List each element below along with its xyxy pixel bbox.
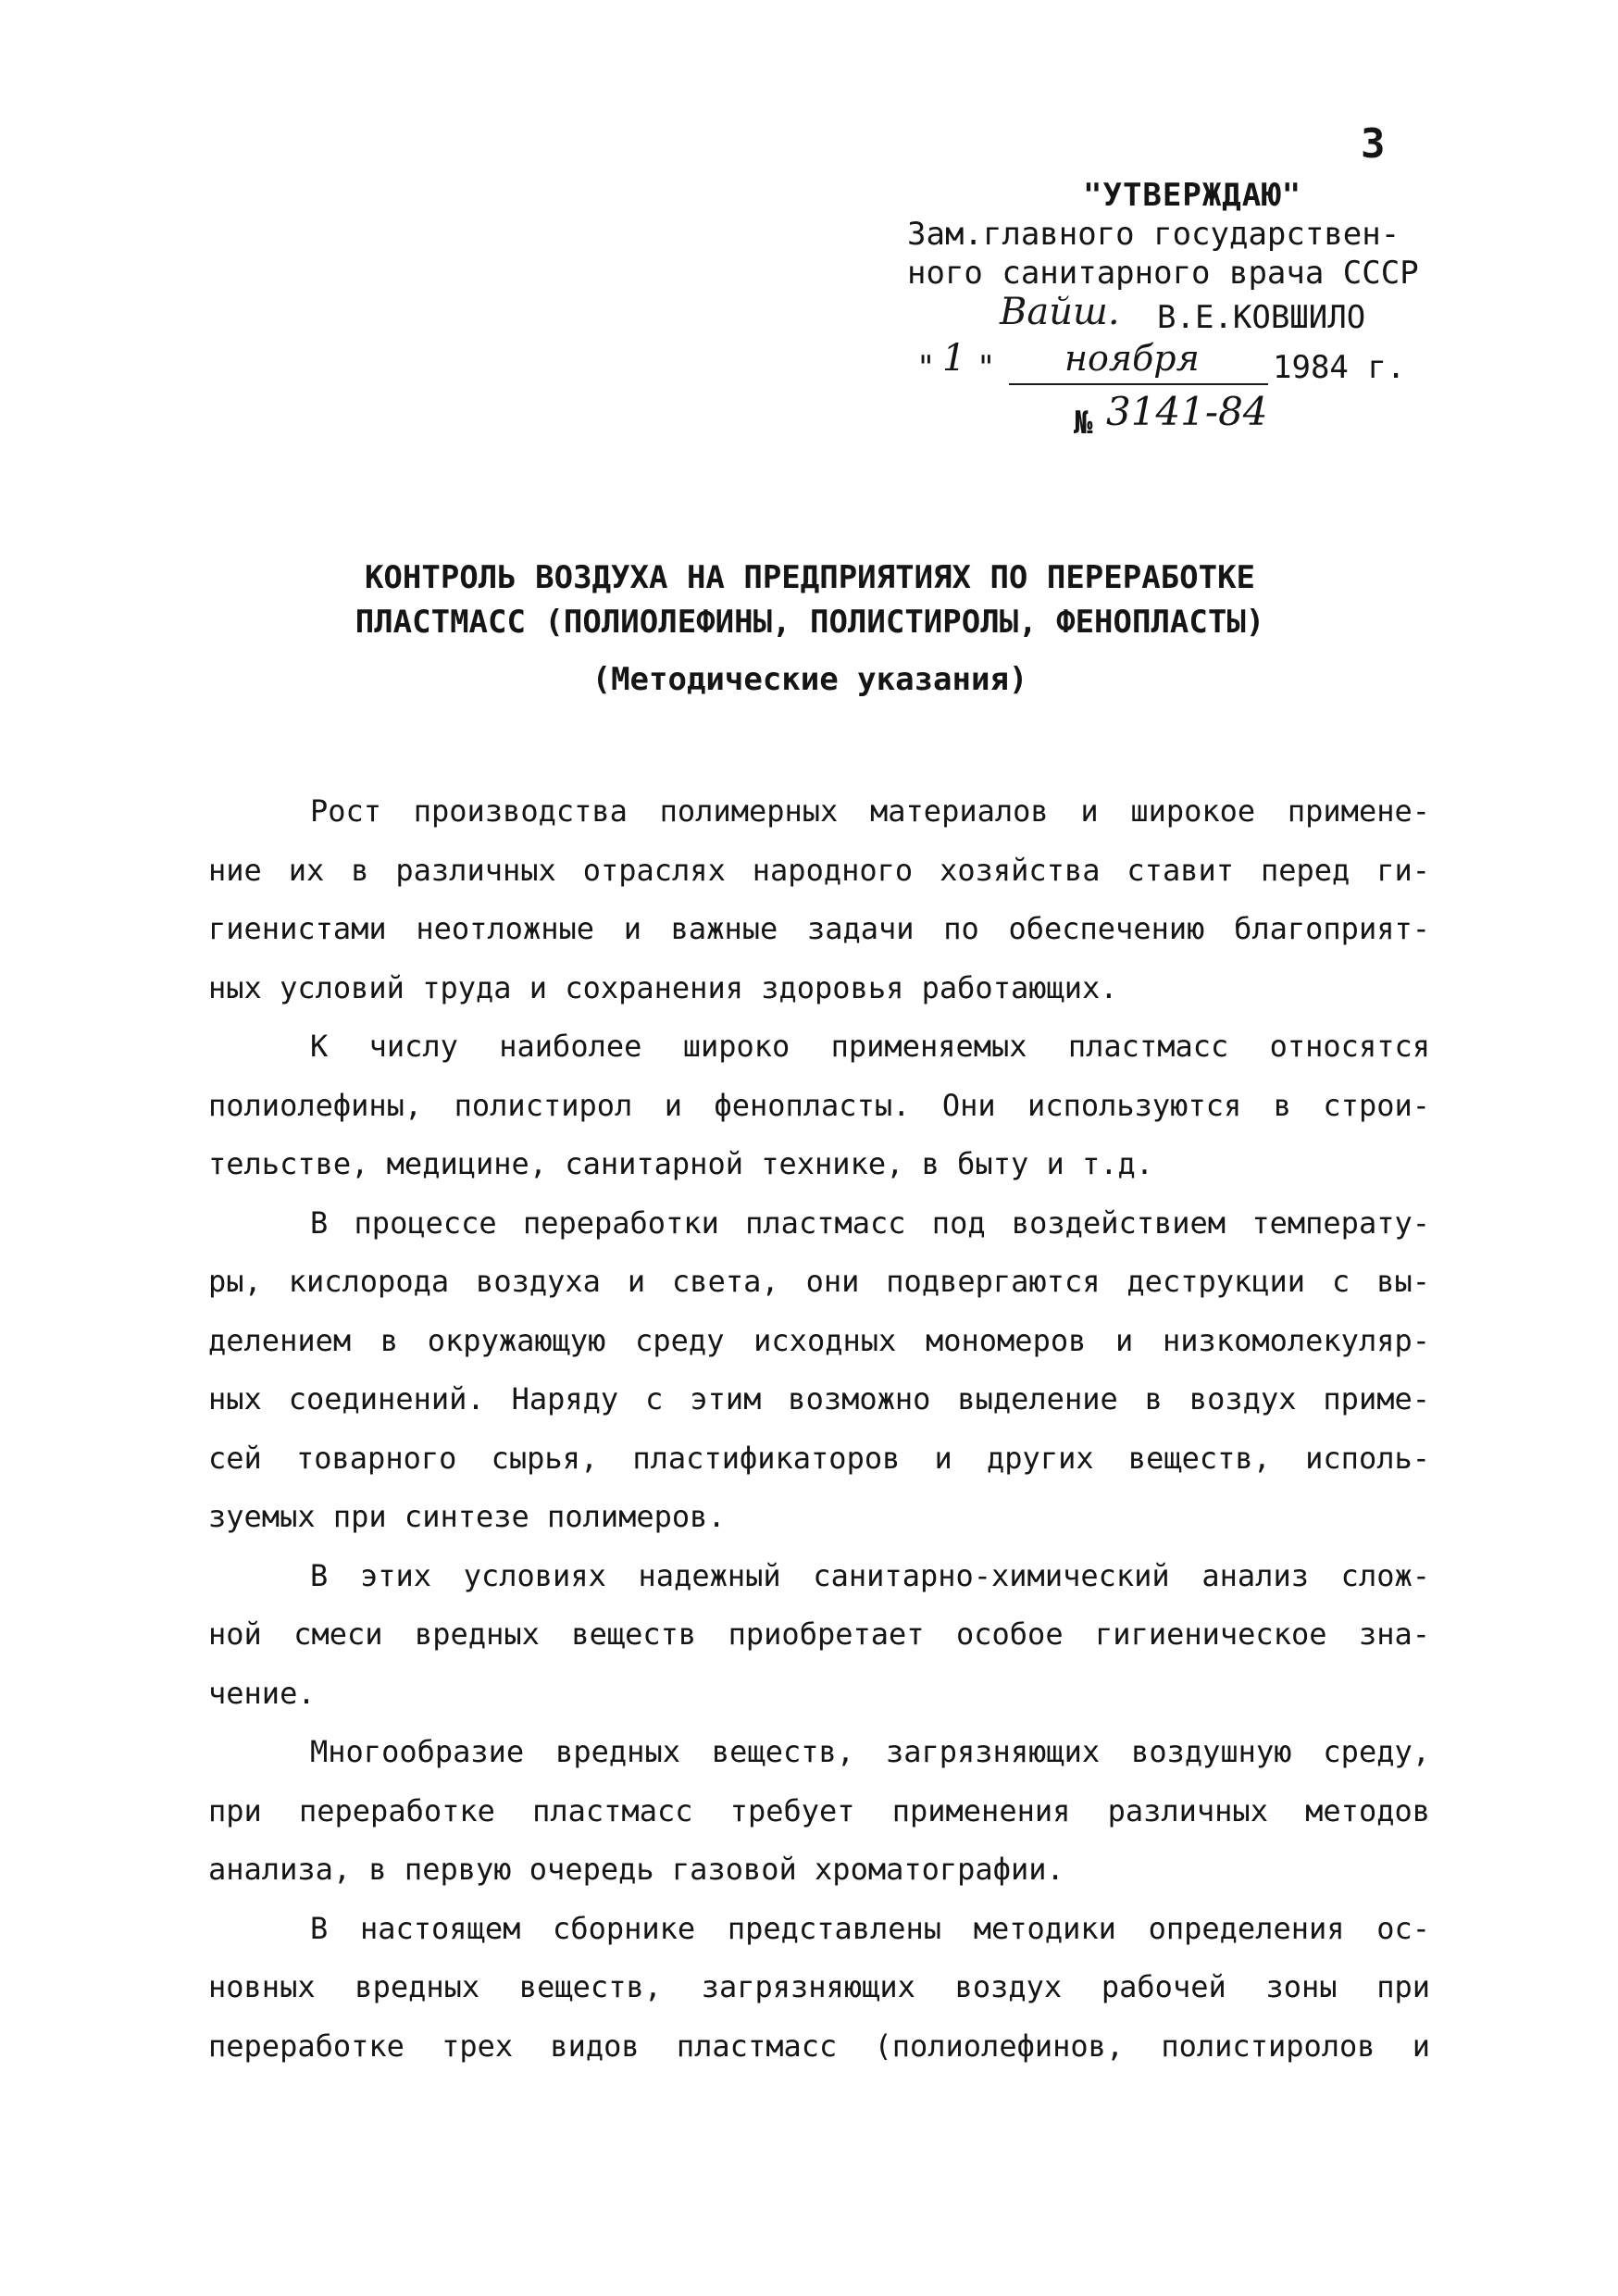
paragraph-5 [208, 1723, 1430, 1900]
text-line: чение. [208, 1675, 316, 1711]
date-year: 1984 г. [1273, 349, 1406, 386]
text-line: В этих условиях надежный санитарно-химический анализ слож- [310, 1557, 1430, 1593]
text-line: В процессе переработки пластмасс под воздействием температу- [310, 1204, 1430, 1241]
text-line: ной смеси вредных веществ приобретает особое гигиеническое зна- [208, 1616, 1430, 1652]
handwritten-signature: Вайш. [1000, 291, 1120, 333]
signature-row [907, 291, 1555, 344]
approver-position-line1: Зам.главного государствен- [907, 216, 1400, 253]
text-line: при переработке пластмасс требует применения различных методов [208, 1792, 1430, 1828]
date-day: 1 [942, 337, 966, 380]
approver-name: В.Е.КОВШИЛО [1157, 299, 1366, 336]
paragraph-4 [208, 1547, 1430, 1724]
text-line: тельстве, медицине, санитарной технике, в быту и т.д. [208, 1146, 1154, 1181]
text-line: К числу наиболее широко применяемых пластмасс относятся [310, 1029, 1430, 1064]
text-line: сей товарного сырья, пластификаторов и других веществ, исполь- [208, 1440, 1430, 1476]
text-line: переработке трех видов пластмасс (полиолефинов, полистиролов и [208, 2028, 1430, 2064]
text-line: полиолефины, полистирол и фенопласты. Они используются в строи- [208, 1087, 1430, 1123]
date-month: ноября [1009, 339, 1268, 385]
approval-heading: "УТВЕРЖДАЮ" [1083, 177, 1302, 214]
text-line: ние их в различных отраслях народного хозяйства ставит перед ги- [208, 852, 1430, 888]
text-line: анализа, в первую очередь газовой хроматографии. [208, 1852, 1064, 1887]
paragraph-2 [208, 1017, 1430, 1194]
paragraph-6 [208, 1900, 1430, 2077]
body-text [208, 782, 1430, 2076]
paragraph-3 [208, 1194, 1430, 1547]
title-line-2: ПЛАСТМАСС (ПОЛИОЛЕФИНЫ, ПОЛИСТИРОЛЫ, ФЕНОПЛАСТЫ) [355, 604, 1265, 641]
text-line: Рост производства полимерных материалов и широкое примене- [310, 793, 1430, 829]
text-line: В настоящем сборнике представлены методики определения ос- [310, 1910, 1430, 1946]
registration-number [907, 389, 1555, 448]
document-subtitle: (Методические указания) [591, 661, 1028, 698]
paragraph-1 [208, 782, 1430, 1017]
page-number: 3 [1361, 120, 1386, 168]
text-line: ных соединений. Наряду с этим возможно выделение в воздух приме- [208, 1381, 1430, 1416]
document-title [185, 555, 1435, 702]
text-line: ры, кислорода воздуха и света, они подвергаются деструкции с вы- [208, 1264, 1430, 1299]
number-sign: № [1074, 405, 1093, 442]
text-line: Многообразие вредных веществ, загрязняющих воздушную среду, [310, 1734, 1430, 1769]
text-line: делением в окружающую среду исходных мономеров и низкомолекуляр- [208, 1322, 1430, 1358]
title-line-1: КОНТРОЛЬ ВОЗДУХА НА ПРЕДПРИЯТИЯХ ПО ПЕРЕРАБОТКЕ [364, 559, 1256, 596]
text-line: новных вредных веществ, загрязняющих воздух рабочей зоны при [208, 1969, 1430, 2004]
registration-number-value: 3141-84 [1106, 389, 1268, 434]
date-quote-close: " [977, 349, 996, 386]
approver-position-line2: ного санитарного врача СССР [907, 255, 1419, 292]
text-line: гиенистами неотложные и важные задачи по обеспечению благоприят- [208, 911, 1430, 946]
approval-stamp [907, 176, 1555, 448]
text-line: зуемых при синтезе полимеров. [208, 1499, 726, 1534]
text-line: ных условий труда и сохранения здоровья работающих. [208, 969, 1118, 1005]
date-quote-open: " [916, 349, 936, 386]
